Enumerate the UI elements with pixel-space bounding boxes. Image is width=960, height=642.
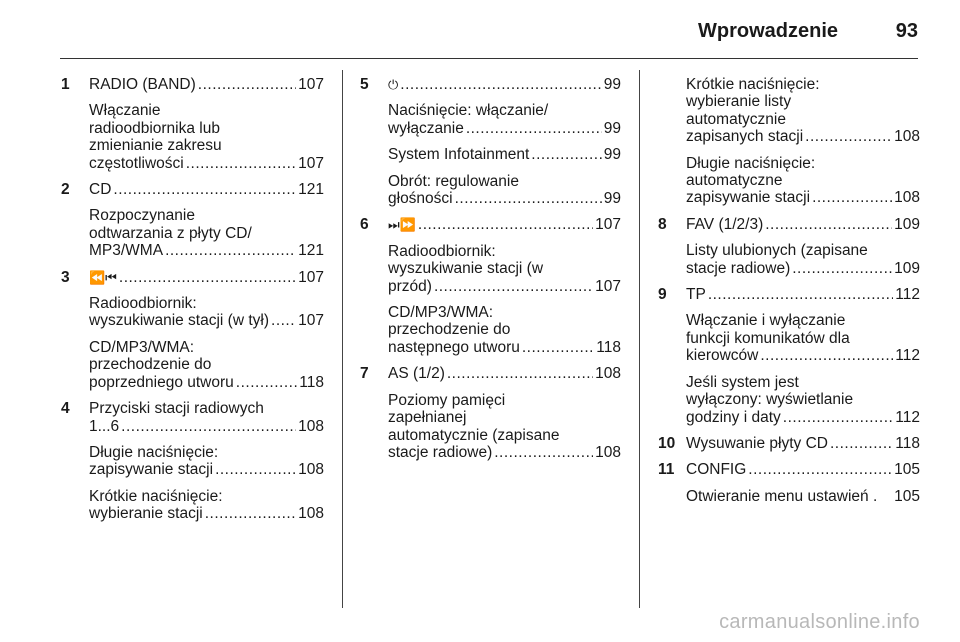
leader-dots bbox=[205, 505, 296, 522]
entry-line: Krótkie naciśnięcie: bbox=[89, 487, 223, 505]
leader-dots bbox=[760, 347, 893, 364]
entry-page-number: 112 bbox=[895, 347, 920, 365]
leader-dots bbox=[165, 242, 296, 259]
entry-last-line bbox=[388, 216, 621, 233]
leader-dots bbox=[447, 365, 593, 382]
index-entry bbox=[658, 286, 920, 303]
entry-page-number: 107 bbox=[595, 216, 621, 234]
index-subentry bbox=[360, 146, 621, 163]
entry-text: AS (1/2) bbox=[388, 365, 445, 383]
entry-page-number: 99 bbox=[603, 190, 621, 208]
entry-text: CONFIG bbox=[686, 461, 747, 479]
leader-dots bbox=[455, 190, 602, 207]
entry-text: kierowców bbox=[686, 347, 759, 365]
entry-line: zapełnianej bbox=[388, 409, 467, 427]
index-subentry bbox=[61, 444, 324, 479]
entry-number: 10 bbox=[658, 434, 676, 452]
index-subentry bbox=[61, 488, 324, 523]
entry-text: FAV (1/2/3) bbox=[686, 215, 764, 233]
entry-last-line bbox=[89, 418, 324, 435]
entry-last-line bbox=[388, 120, 621, 137]
index-subentry bbox=[360, 304, 621, 356]
index-entry bbox=[658, 435, 920, 452]
leader-dots bbox=[830, 435, 893, 452]
index-entry bbox=[61, 400, 324, 435]
leader-dots bbox=[783, 409, 894, 426]
leader-dots bbox=[400, 76, 601, 93]
page-header bbox=[0, 20, 918, 50]
entry-line: odtwarzania z płyty CD/ bbox=[89, 224, 252, 242]
index-entry bbox=[658, 216, 920, 233]
leader-dots bbox=[792, 260, 892, 277]
entry-number: 7 bbox=[360, 365, 369, 383]
index-subentry bbox=[658, 374, 920, 426]
entry-line: Jeśli system jest bbox=[686, 373, 799, 391]
entry-number: 4 bbox=[61, 400, 70, 418]
entry-last-line bbox=[388, 339, 621, 356]
leader-dots bbox=[186, 155, 296, 172]
index-entry bbox=[658, 461, 920, 478]
entry-number: 8 bbox=[658, 215, 667, 233]
entry-line: przechodzenie do bbox=[89, 356, 212, 374]
entry-last-line bbox=[89, 505, 324, 522]
index-entry bbox=[360, 76, 621, 93]
entry-page-number: 112 bbox=[895, 286, 920, 304]
entry-line: Krótkie naciśnięcie: bbox=[686, 76, 820, 93]
entry-page-number: 108 bbox=[595, 443, 621, 461]
entry-line: Włączanie i wyłączanie bbox=[686, 312, 846, 330]
entry-page-number: 108 bbox=[298, 417, 324, 435]
entry-last-line bbox=[388, 365, 621, 382]
entry-last-line bbox=[89, 155, 324, 172]
entry-last-line bbox=[686, 128, 920, 145]
page-number: 93 bbox=[895, 20, 918, 42]
rewind-prev-icon: ⏪⏮ bbox=[89, 269, 117, 285]
entry-text: częstotliwości bbox=[89, 154, 184, 172]
leader-dots bbox=[805, 128, 892, 145]
entry-text: zapisanych stacji bbox=[686, 128, 804, 146]
entry-line: wyłączony: wyświetlanie bbox=[686, 391, 854, 409]
entry-line: Obrót: regulowanie bbox=[388, 172, 519, 190]
entry-page-number: 121 bbox=[298, 181, 324, 199]
entry-page-number: 108 bbox=[595, 365, 621, 383]
entry-last-line bbox=[89, 269, 324, 286]
entry-line: automatyczne bbox=[686, 172, 783, 190]
leader-dots bbox=[236, 374, 298, 391]
leader-dots bbox=[748, 461, 892, 478]
entry-last-line bbox=[686, 461, 920, 478]
leader-dots bbox=[119, 269, 296, 286]
entry-number: 2 bbox=[61, 181, 70, 199]
entry-page-number: 105 bbox=[894, 487, 920, 505]
entry-text: CD bbox=[89, 181, 112, 199]
entry-line: wybieranie listy bbox=[686, 93, 792, 111]
entry-text: System Infotainment bbox=[388, 146, 530, 164]
entry-page-number: 107 bbox=[298, 312, 324, 330]
index-subentry bbox=[658, 488, 920, 505]
entry-last-line bbox=[388, 76, 621, 93]
entry-text: stacje radiowe) bbox=[388, 443, 493, 461]
entry-line: Włączanie bbox=[89, 102, 161, 120]
entry-line: Listy ulubionych (zapisane bbox=[686, 242, 868, 260]
entry-text: godziny i daty bbox=[686, 408, 781, 426]
entry-page-number: 108 bbox=[298, 505, 324, 523]
entry-line: wyszukiwanie stacji (w bbox=[388, 260, 544, 278]
entry-last-line bbox=[388, 278, 621, 295]
entry-text: TP bbox=[686, 286, 706, 304]
entry-last-line bbox=[686, 286, 920, 303]
entry-text: Otwieranie menu ustawień . bbox=[686, 487, 878, 505]
entry-line: Poziomy pamięci bbox=[388, 391, 506, 409]
index-subentry bbox=[360, 392, 621, 462]
index-entry bbox=[61, 76, 324, 93]
leader-dots bbox=[522, 339, 594, 356]
index-subentry bbox=[61, 339, 324, 391]
entry-text: 1...6 bbox=[89, 417, 120, 435]
entry-page-number: 108 bbox=[894, 189, 920, 207]
index-column-3 bbox=[658, 76, 920, 514]
index-subentry bbox=[360, 173, 621, 208]
entry-page-number: 99 bbox=[603, 119, 621, 137]
entry-last-line bbox=[89, 461, 324, 478]
entry-line: Długie naciśnięcie: bbox=[89, 443, 219, 461]
entry-number: 1 bbox=[61, 76, 70, 93]
entry-last-line bbox=[686, 488, 920, 505]
entry-page-number: 107 bbox=[298, 154, 324, 172]
entry-page-number: 108 bbox=[298, 461, 324, 479]
index-column-1 bbox=[61, 76, 324, 532]
index-subentry bbox=[61, 207, 324, 259]
entry-line: Radioodbiornik: bbox=[388, 242, 496, 260]
entry-text: wyszukiwanie stacji (w tył) bbox=[89, 312, 270, 330]
leader-dots bbox=[812, 189, 892, 206]
leader-dots bbox=[215, 461, 296, 478]
entry-page-number: 107 bbox=[595, 277, 621, 295]
index-entry bbox=[61, 181, 324, 198]
entry-last-line bbox=[89, 242, 324, 259]
entry-text: RADIO (BAND) bbox=[89, 76, 196, 93]
leader-dots bbox=[198, 76, 296, 93]
entry-line: CD/MP3/WMA: bbox=[388, 304, 494, 322]
column-divider-2 bbox=[639, 70, 640, 608]
index-column-2 bbox=[360, 76, 621, 470]
index-subentry bbox=[658, 76, 920, 146]
leader-dots bbox=[113, 181, 296, 198]
page-title: Wprowadzenie bbox=[697, 20, 838, 42]
entry-last-line bbox=[686, 189, 920, 206]
entry-number: 6 bbox=[360, 216, 369, 234]
entry-last-line bbox=[686, 409, 920, 426]
leader-dots bbox=[434, 278, 593, 295]
entry-line: Naciśnięcie: włączanie/ bbox=[388, 102, 549, 120]
leader-dots bbox=[271, 312, 296, 329]
entry-text: Wysuwanie płyty CD bbox=[686, 434, 828, 452]
power-icon: ⏻ bbox=[388, 77, 399, 92]
entry-page-number: 108 bbox=[894, 128, 920, 146]
entry-text: poprzedniego utworu bbox=[89, 373, 234, 391]
entry-text: wybieranie stacji bbox=[89, 505, 203, 523]
entry-text: zapisywanie stacji bbox=[89, 461, 214, 479]
entry-text: MP3/WMA bbox=[89, 242, 164, 260]
entry-page-number: 99 bbox=[603, 76, 621, 93]
entry-text: następnego utworu bbox=[388, 338, 520, 356]
index-subentry bbox=[61, 102, 324, 172]
entry-page-number: 107 bbox=[298, 76, 324, 93]
entry-text: zapisywanie stacji bbox=[686, 189, 811, 207]
entry-last-line bbox=[89, 76, 324, 93]
entry-last-line bbox=[686, 347, 920, 364]
index-subentry bbox=[658, 242, 920, 277]
entry-last-line bbox=[89, 181, 324, 198]
leader-dots bbox=[531, 146, 601, 163]
entry-page-number: 112 bbox=[895, 408, 920, 426]
index-subentry bbox=[658, 312, 920, 364]
entry-page-number: 109 bbox=[894, 215, 920, 233]
entry-page-number: 99 bbox=[603, 146, 621, 164]
entry-last-line bbox=[388, 190, 621, 207]
entry-line: Długie naciśnięcie: bbox=[686, 154, 816, 172]
entry-line: radioodbiornika lub bbox=[89, 119, 220, 137]
leader-dots bbox=[765, 216, 892, 233]
entry-last-line bbox=[388, 146, 621, 163]
leader-dots bbox=[708, 286, 893, 303]
leader-dots bbox=[466, 120, 602, 137]
entry-last-line bbox=[686, 435, 920, 452]
entry-page-number: 118 bbox=[895, 434, 920, 452]
index-subentry bbox=[360, 102, 621, 137]
index-entry bbox=[360, 216, 621, 233]
entry-text: wyłączanie bbox=[388, 119, 464, 137]
entry-page-number: 105 bbox=[894, 461, 920, 479]
entry-last-line bbox=[89, 374, 324, 391]
column-divider-1 bbox=[342, 70, 343, 608]
entry-line: automatycznie (zapisane bbox=[388, 426, 560, 444]
entry-line: funkcji komunikatów dla bbox=[686, 329, 850, 347]
header-rule bbox=[60, 58, 918, 59]
entry-number: 11 bbox=[658, 461, 675, 479]
entry-line: Rozpoczynanie bbox=[89, 207, 195, 225]
index-subentry bbox=[658, 155, 920, 207]
entry-line: Przyciski stacji radiowych bbox=[89, 400, 264, 418]
entry-last-line bbox=[686, 260, 920, 277]
entry-text: głośności bbox=[388, 190, 453, 208]
entry-page-number: 121 bbox=[298, 242, 324, 260]
entry-page-number: 118 bbox=[596, 338, 621, 356]
entry-page-number: 109 bbox=[894, 259, 920, 277]
entry-last-line bbox=[89, 312, 324, 329]
watermark: carmanualsonline.info bbox=[719, 611, 920, 633]
entry-last-line bbox=[388, 444, 621, 461]
leader-dots bbox=[494, 444, 593, 461]
index-subentry bbox=[61, 295, 324, 330]
entry-page-number: 118 bbox=[299, 373, 324, 391]
index-entry bbox=[61, 269, 324, 286]
entry-line: Radioodbiornik: bbox=[89, 295, 197, 313]
leader-dots bbox=[418, 216, 593, 233]
entry-last-line bbox=[686, 216, 920, 233]
entry-page-number: 107 bbox=[298, 268, 324, 286]
entry-line: przechodzenie do bbox=[388, 321, 511, 339]
entry-number: 3 bbox=[61, 268, 70, 286]
entry-number: 9 bbox=[658, 286, 667, 304]
entry-number: 5 bbox=[360, 76, 369, 93]
index-entry bbox=[360, 365, 621, 382]
next-fastforward-icon: ⏭⏩ bbox=[388, 217, 416, 233]
entry-text: przód) bbox=[388, 277, 432, 295]
entry-line: CD/MP3/WMA: bbox=[89, 338, 195, 356]
index-subentry bbox=[360, 243, 621, 295]
leader-dots bbox=[121, 418, 296, 435]
entry-text: stacje radiowe) bbox=[686, 259, 791, 277]
entry-line: zmienianie zakresu bbox=[89, 137, 222, 155]
entry-line: automatycznie bbox=[686, 110, 786, 128]
